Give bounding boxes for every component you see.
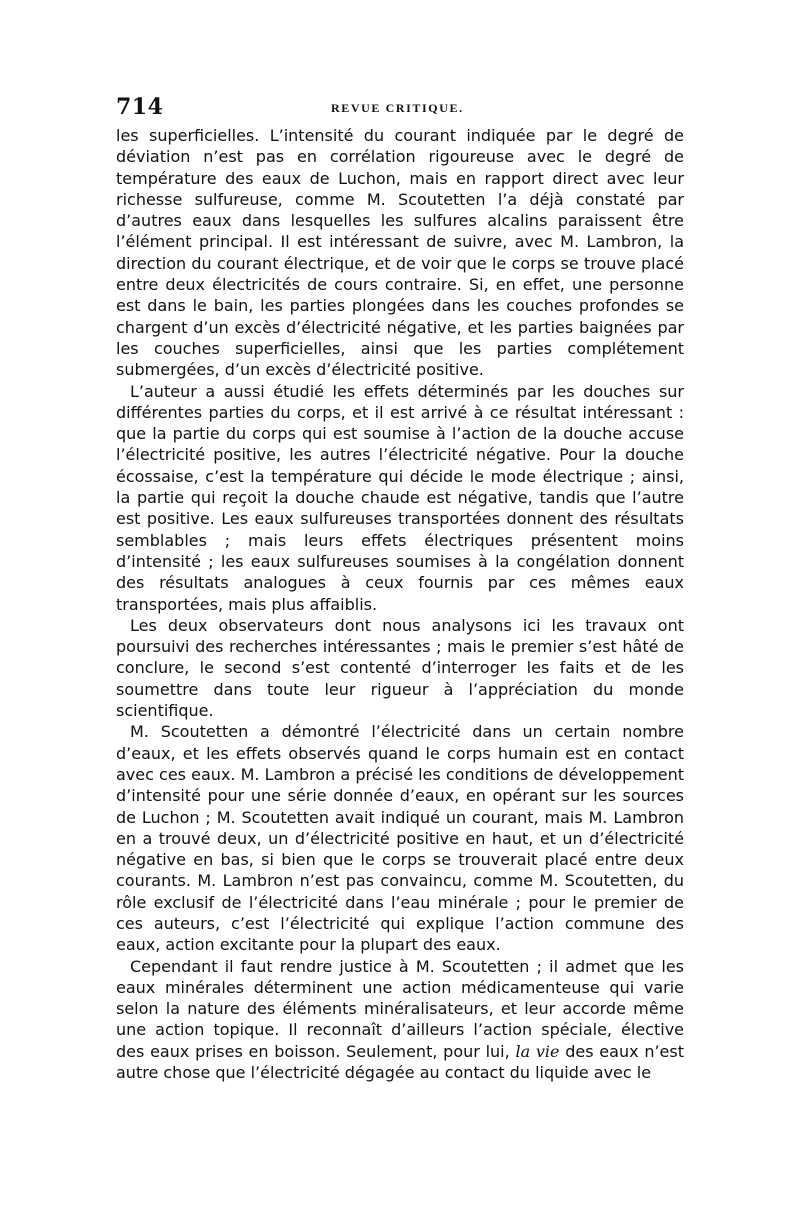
paragraph-4: M. Scoutetten a démontré l’électricité dans un certain nombre d’eaux, et les effets observés quand le corps humain est en contact avec ces eaux. M. Lambron a précisé les conditions de développement d’intensité pour une série donnée d’eaux, en opérant sur les sources de Luchon ; M. Scoutetten avait indiqué un courant, mais M. Lambron en a trouvé deux, un d’électricité positive en haut, et un d’électricité négative en bas, si bien que le corps se trouverait placé entre deux courants. M. Lambron n’est pas convaincu, comme M. Scoutetten, du rôle exclusif de l’électricité dans l’eau minérale ; pour le premier de ces auteurs, c’est l’électricité qui explique l’action commune des eaux, action excitante pour la plupart des eaux. [116,722,684,955]
paragraph-2: L’auteur a aussi étudié les effets déterminés par les douches sur différentes parties du corps, et il est arrivé à ce résultat intéressant : que la partie du corps qui est soumise à l’action de la douche accuse l’électricité positive, les autres l’électricité négative. Pour la douche écossaise, c’est la température qui décide le mode électrique ; ainsi, la partie qui reçoit la douche chaude est négative, tandis que l’autre est positive. Les eaux sulfureuses transportées donnent des résultats semblables ; mais leurs effets électriques présentent moins d’intensité ; les eaux sulfureuses soumises à la congélation donnent des résultats analogues à ceux fournis par ces mêmes eaux transportées, mais plus affaiblis. [116,381,684,614]
paragraph-1: les superficielles. L’intensité du courant indiquée par le degré de déviation n’est pas en corrélation rigoureuse avec le degré de température des eaux de Luchon, mais en rapport direct avec leur richesse sulfureuse, comme M. Scoutetten l’a déjà constaté par d’autres eaux dans lesquelles les sulfures alcalins paraissent être l’élément principal. Il est intéressant de suivre, avec M. Lambron, la direction du courant électrique, et de voir que le corps se trouve placé entre deux électricités de cours contraire. Si, en effet, une personne est dans le bain, les parties plongées dans les couches profondes se chargent d’un excès d’électricité négative, et les parties baignées par les couches superficielles, ainsi que les parties complétement submergées, d’un excès d’électricité positive. [116,126,684,380]
page-number: 714 [116,94,164,120]
paragraph-5 [116,956,684,1084]
paragraph-5-text-before: Cependant il faut rendre justice à M. Scoutetten ; il admet que les eaux minérales déterminent une action médicamenteuse qui varie selon la nature des éléments minéralisateurs, et leur accorde même une action topique. Il reconnaît d’ailleurs l’action spéciale, élective des eaux prises en boisson. Seulement, pour lui, [116,956,684,1061]
page-header [116,94,686,124]
running-head: REVUE CRITIQUE. [331,101,464,115]
paragraph-3: Les deux observateurs dont nous analysons ici les travaux ont poursuivi des recherches intéressantes ; mais le premier s’est hâté de conclure, le second s’est contenté d’interroger les faits et de les soumettre dans toute leur rigueur à l’appréciation du monde scientifique. [116,615,684,721]
paragraph-5-text-after: des eaux n’est autre chose que l’électricité dégagée au contact du liquide avec le [116,1041,684,1083]
body-text [116,125,684,1083]
paragraph-5-italic: la vie [515,1041,560,1061]
